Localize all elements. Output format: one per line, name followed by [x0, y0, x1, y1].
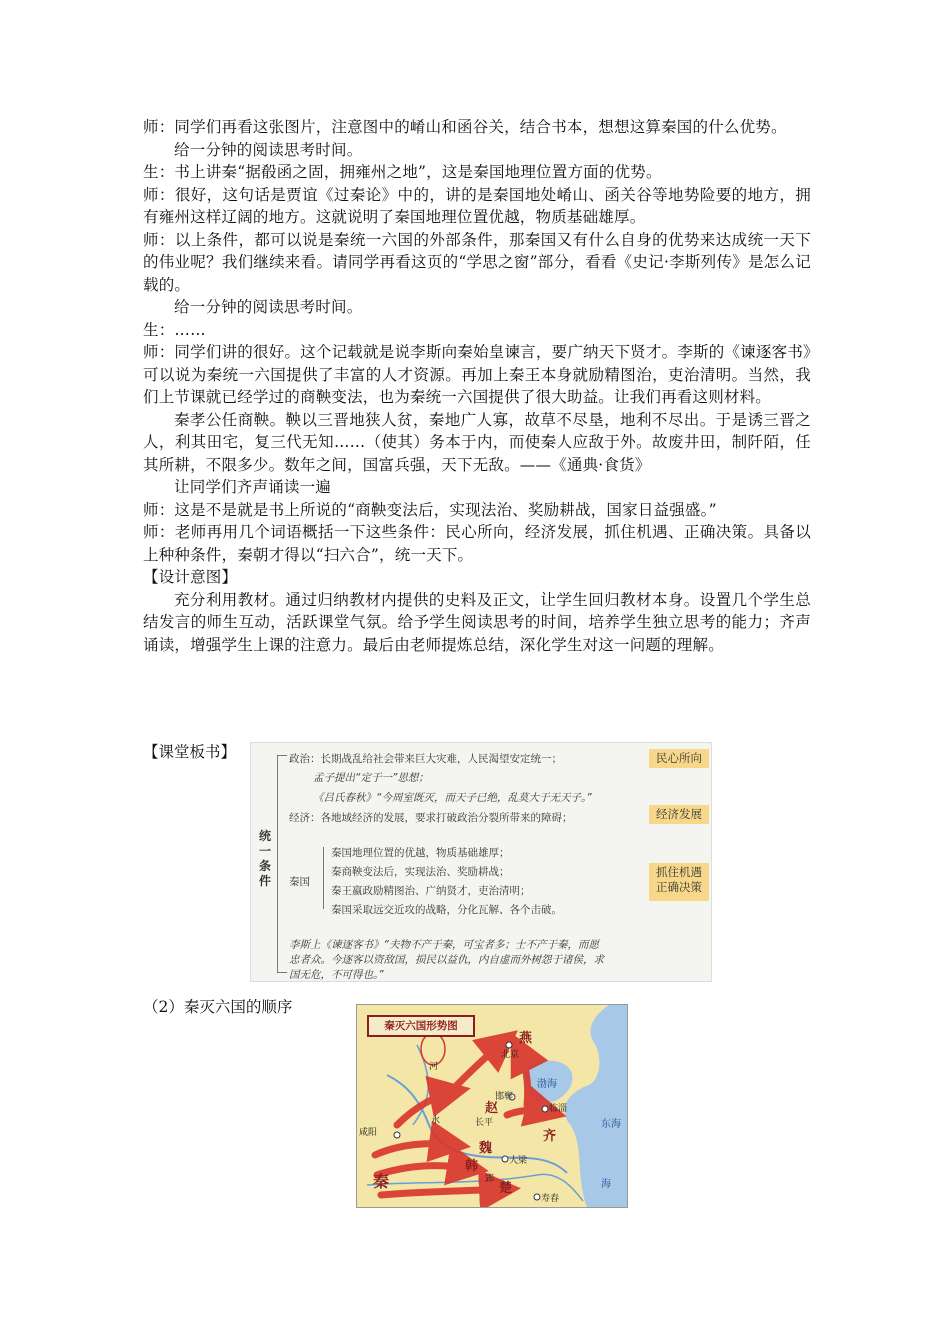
tag-opportunity-decision: [649, 863, 709, 901]
paragraph: 师：以上条件，都可以说是秦统一六国的外部条件，那秦国又有什么自身的优势来达成统一天下的伟业呢？我们继续来看。请同学再看这页的“学思之窗”部分，看看《史记·李斯列传》是怎么记载的。: [143, 230, 811, 294]
paragraph: 生：书上讲秦“据殽函之固，拥雍州之地”，这是秦国地理位置方面的优势。: [143, 163, 662, 181]
label-wei: 魏: [479, 1141, 493, 1156]
paragraph: 师：很好，这句话是贾谊《过秦论》中的，讲的是秦国地处崤山、函关谷等地势险要的地方，拥有雍州这样辽阔的地方。这就说明了秦国地理位置优越，物质基础雄厚。: [143, 185, 811, 226]
label-hai: 海: [601, 1179, 611, 1190]
label-daliang: 大梁: [509, 1156, 528, 1166]
blackboard-summary: [250, 742, 712, 982]
board-lisi-3: 国无危，不可得也。”: [289, 969, 384, 981]
map-caption: （2）秦灭六国的顺序: [143, 998, 293, 1016]
board-qin-3: 秦王嬴政励精图治、广纳贤才，吏治清明；: [331, 885, 531, 897]
label-qi: 齐: [543, 1129, 557, 1144]
paragraph: 师：同学们讲的很好。这个记载就是说李斯向秦始皇谏言，要广纳天下贤才。李斯的《谏逐客书》可以说为秦统一六国提供了丰富的人才资源。再加上秦王本身就励精图治，吏治清明。当然，我们上节课就已经学过的商鞅变法，也为秦统一六国提供了很大助益。让我们再看这则材料。: [143, 343, 811, 406]
bracket-top: [277, 755, 287, 756]
city-linzi: [542, 1106, 548, 1112]
board-label: 【课堂板书】: [143, 743, 237, 761]
label-zhao: 赵: [485, 1101, 499, 1116]
label-chu: 楚: [499, 1181, 513, 1196]
tag-popular-support: 民心所向: [649, 749, 709, 768]
board-politics: 政治：长期战乱给社会带来巨大灾难，人民渴望安定统一；: [289, 753, 562, 765]
label-linzi: 临淄: [549, 1104, 568, 1114]
document-body: [143, 116, 811, 656]
board-lisi-2: 忠者众。今逐客以资敌国，损民以益仇，内自虚而外树怨于诸侯，求: [289, 954, 604, 966]
map-title: 秦灭六国形势图: [367, 1015, 475, 1037]
bracket-line: [277, 755, 278, 973]
label-handan: 邯郸: [495, 1092, 514, 1102]
board-qin-label: 秦国: [289, 876, 310, 888]
city-daliang: [502, 1156, 508, 1162]
board-qin-4: 秦国采取远交近攻的战略，分化瓦解、各个击破。: [331, 904, 562, 916]
paragraph: 让同学们齐声诵读一遍: [174, 478, 332, 496]
label-bohai: 渤海: [537, 1079, 557, 1090]
label-shouchun: 寿春: [541, 1194, 560, 1204]
board-qin-2: 秦商鞅变法后，实现法治、奖励耕战；: [331, 866, 510, 878]
board-economy: 经济：各地域经济的发展，要求打破政治分裂所带来的障碍；: [289, 812, 573, 824]
tag-opportunity: 抓住机遇: [656, 865, 702, 879]
paragraph: 充分利用教材。通过归纳教材内提供的史料及正文，让学生回归教材本身。设置几个学生总结发言的师生互动，活跃课堂气氛。给予学生阅读思考的时间，培养学生独立思考的能力；齐声诵读，增强学生上课的注意力。最后由老师提炼总结，深化学生对这一问题的理解。: [143, 590, 811, 654]
tag-economic-development: 经济发展: [649, 805, 709, 824]
bracket-bottom: [277, 972, 287, 973]
board-side-title: 统 一 条 件: [258, 829, 271, 888]
label-yan: 燕: [519, 1031, 533, 1046]
board-qin-1: 秦国地理位置的优越，物质基础雄厚；: [331, 847, 510, 859]
qin-conquest-map: [356, 1004, 628, 1208]
qin-bracket: [323, 847, 324, 909]
label-xianyang: 咸阳: [359, 1128, 378, 1138]
paragraph: 生：……: [143, 320, 206, 339]
label-qin: 秦: [373, 1172, 390, 1191]
label-he: 河: [429, 1062, 439, 1072]
label-beijing: 北京: [501, 1050, 520, 1060]
paragraph: 师：老师再用几个词语概括一下这些条件：民心所向，经济发展，抓住机遇、正确决策。具备以上种种条件，秦朝才得以“扫六合”，统一天下。: [143, 523, 811, 564]
label-han: 韩: [465, 1159, 479, 1174]
paragraph: 给一分钟的阅读思考时间。: [174, 140, 363, 159]
paragraph: 秦孝公任商鞅。鞅以三晋地狭人贫，秦地广人寡，故草不尽垦，地利不尽出。于是诱三晋之人，利其田宅，复三代无知……（使其）务本于内，而使秦人应敌于外。故废井田，制阡陌，任其所耕，不限多少。数年之间，国富兵强，天下无敌。——《通典·食货》: [143, 410, 811, 474]
board-mencius: 孟子提出“定于一”思想；: [313, 772, 429, 784]
paragraph: 师：这是不是就是书上所说的“商鞅变法后，实现法治、奖励耕战，国家日益强盛。”: [143, 500, 717, 519]
city-xianyang: [394, 1132, 400, 1138]
board-lvshi: 《吕氏春秋》“今周室既灭，而天子已绝，乱莫大于无天子。”: [313, 792, 592, 804]
board-lisi-1: 李斯上《谏逐客书》“夫物不产于秦，可宝者多；士不产于秦，而愿: [289, 939, 599, 951]
label-shui: 水: [431, 1116, 441, 1126]
tag-decision: 正确决策: [656, 880, 702, 894]
label-ying: 郢: [485, 1174, 495, 1184]
city-shouchun: [534, 1194, 540, 1200]
label-changping: 长平: [475, 1118, 494, 1128]
label-donghai: 东海: [601, 1119, 621, 1130]
paragraph: 师：同学们再看这张图片，注意图中的崤山和函谷关，结合书本，想想这算秦国的什么优势。: [143, 118, 787, 136]
paragraph: 【设计意图】: [143, 568, 238, 586]
paragraph: 给一分钟的阅读思考时间。: [174, 298, 363, 316]
